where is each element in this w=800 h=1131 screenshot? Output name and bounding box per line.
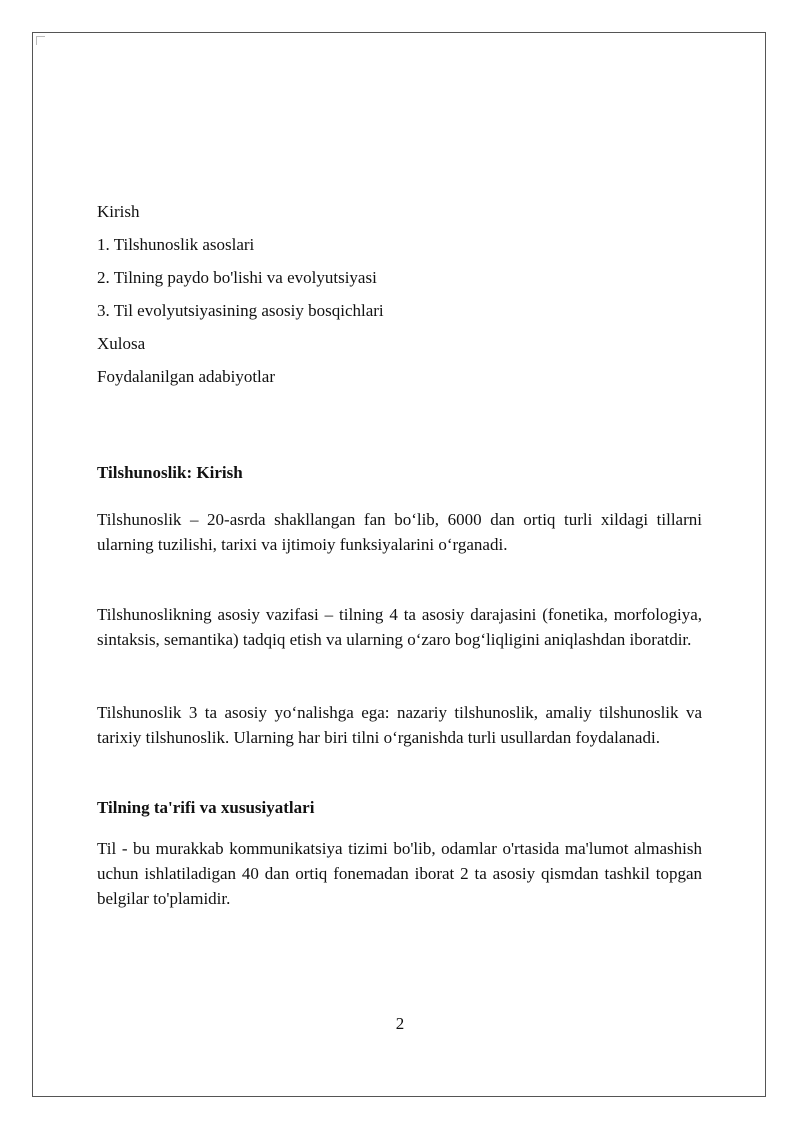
paragraph-definition-1: Til - bu murakkab kommunikatsiya tizimi bo'lib, odamlar o'rtasida ma'lumot almashish uchun ishlatiladigan 40 dan ortiq fonemadan iborat 2 ta asosiy qismdan tashkil topgan belgilar to'plamidir. — [97, 839, 702, 908]
toc-item-bibliography: Foydalanilgan adabiyotlar — [97, 367, 275, 386]
paragraph-intro-3: Tilshunoslik 3 ta asosiy yo‘nalishga ega: nazariy tilshunoslik, amaliy tilshunoslik va tarixiy tilshunoslik. Ularning har biri tilni o‘rganishda turli usullardan foydalanadi. — [97, 703, 702, 747]
section-heading-introduction: Tilshunoslik: Kirish — [97, 463, 243, 482]
toc-item-conclusion: Xulosa — [97, 334, 146, 353]
paragraph-intro-1: Tilshunoslik – 20-asrda shakllangan fan bo‘lib, 6000 dan ortiq turli xildagi tillarni ularning tuzilishi, tarixi va ijtimoiy funksiyalarini o‘rganadi. — [97, 510, 702, 554]
toc-item-introduction: Kirish — [97, 202, 140, 221]
toc-item-chapter-1: 1. Tilshunoslik asoslari — [97, 235, 255, 254]
toc-item-chapter-2: 2. Tilning paydo bo'lishi va evolyutsiyasi — [97, 268, 377, 287]
corner-crop-mark — [36, 36, 45, 45]
paragraph-intro-2: Tilshunoslikning asosiy vazifasi – tilning 4 ta asosiy darajasini (fonetika, morfologiya, sintaksis, semantika) tadqiq etish va ularning o‘zaro bog‘liqligini aniqlashdan iboratdir. — [97, 605, 702, 649]
section-heading-definition: Tilning ta'rifi va xususiyatlari — [97, 798, 315, 817]
document-content — [97, 199, 702, 911]
table-of-contents — [97, 199, 702, 397]
page-number: 2 — [395, 1014, 405, 1033]
toc-item-chapter-3: 3. Til evolyutsiyasining asosiy bosqichlari — [97, 301, 384, 320]
